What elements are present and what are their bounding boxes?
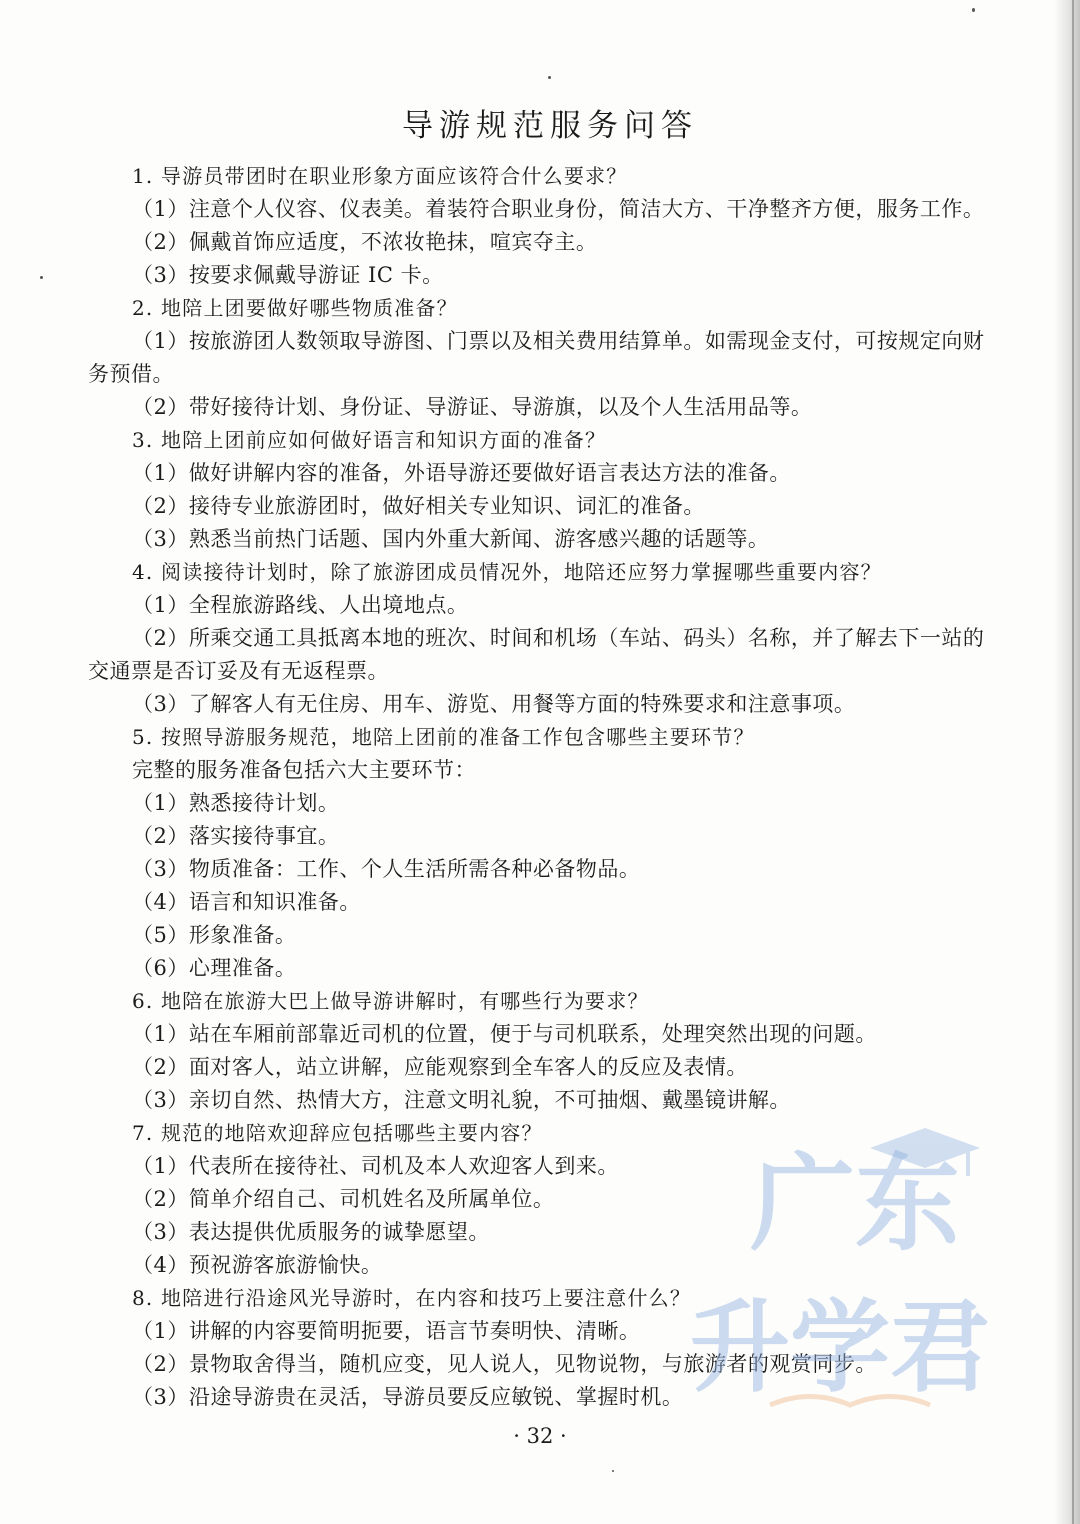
answer-line: （2）带好接待计划、身份证、导游证、导游旗，以及个人生活用品等。 [132, 395, 813, 419]
question-line: 4. 阅读接待计划时，除了旅游团成员情况外，地陪还应努力掌握哪些重要内容？ [132, 560, 882, 584]
answer-line: 完整的服务准备包括六大主要环节： [132, 758, 476, 782]
answer-line: （2）落实接待事宜。 [132, 824, 340, 848]
question-line: 6. 地陪在旅游大巴上做导游讲解时，有哪些行为要求？ [132, 989, 649, 1013]
scan-border-line [1072, 0, 1074, 1524]
answer-line: （2）接待专业旅游团时，做好相关专业知识、词汇的准备。 [132, 494, 705, 518]
answer-line: （3）了解客人有无住房、用车、游览、用餐等方面的特殊要求和注意事项。 [132, 692, 856, 716]
answer-continuation: 交通票是否订妥及有无返程票。 [88, 659, 389, 683]
answer-line: （5）形象准备。 [132, 923, 297, 947]
question-line: 8. 地陪进行沿途风光导游时，在内容和技巧上要注意什么？ [132, 1286, 692, 1310]
answer-line: （2）面对客人，站立讲解，应能观察到全车客人的反应及表情。 [132, 1055, 748, 1079]
answer-line: （1）讲解的内容要简明扼要，语言节奏明快、清晰。 [132, 1319, 641, 1343]
question-line: 7. 规范的地陪欢迎辞应包括哪些主要内容？ [132, 1121, 543, 1145]
qa-content [88, 160, 1028, 1414]
question-line: 2. 地陪上团要做好哪些物质准备？ [132, 296, 458, 320]
answer-line: （1）做好讲解内容的准备，外语导游还要做好语言表达方法的准备。 [132, 461, 791, 485]
answer-line: （3）表达提供优质服务的诚挚愿望。 [132, 1220, 490, 1244]
answer-line: （1）站在车厢前部靠近司机的位置，便于与司机联系，处理突然出现的问题。 [132, 1022, 877, 1046]
answer-line: （2）所乘交通工具抵离本地的班次、时间和机场（车站、码头）名称，并了解去下一站的 [132, 626, 985, 650]
scan-speck [972, 8, 975, 12]
answer-line: （3）物质准备：工作、个人生活所需各种必备物品。 [132, 857, 641, 881]
answer-line: （1）代表所在接待社、司机及本人欢迎客人到来。 [132, 1154, 619, 1178]
scan-speck [612, 1470, 614, 1472]
answer-line: （3）按要求佩戴导游证 IC 卡。 [132, 263, 444, 287]
answer-line: （1）熟悉接待计划。 [132, 791, 340, 815]
answer-line: （4）预祝游客旅游愉快。 [132, 1253, 383, 1277]
scan-shadow-edge [1054, 0, 1080, 1524]
answer-line: （1）注意个人仪容、仪表美。着装符合职业身份，简洁大方、干净整齐方便，服务工作。 [132, 197, 985, 221]
scan-speck [40, 276, 43, 279]
answer-line: （3）熟悉当前热门话题、国内外重大新闻、游客感兴趣的话题等。 [132, 527, 770, 551]
answer-line: （3）亲切自然、热情大方，注意文明礼貌，不可抽烟、戴墨镜讲解。 [132, 1088, 791, 1112]
answer-line: （1）全程旅游路线、人出境地点。 [132, 593, 469, 617]
watermark-line-1: 广东 [750, 1143, 961, 1265]
answer-line: （4）语言和知识准备。 [132, 890, 361, 914]
watermark-line-2: 升学君 [690, 1289, 990, 1406]
page-number: · 32 · [513, 1424, 567, 1448]
answer-line: （3）沿途导游贵在灵活，导游员要反应敏锐、掌握时机。 [132, 1385, 684, 1409]
question-line: 5. 按照导游服务规范，地陪上团前的准备工作包含哪些主要环节？ [132, 725, 755, 749]
answer-continuation: 务预借。 [88, 362, 174, 386]
question-line: 1. 导游员带团时在职业形象方面应该符合什么要求？ [132, 164, 628, 188]
page-title: 导游规范服务问答 [402, 108, 698, 144]
answer-line: （2）景物取舍得当，随机应变，见人说人，见物说物，与旅游者的观赏同步。 [132, 1352, 877, 1376]
answer-line: （2）佩戴首饰应适度，不浓妆艳抹，喧宾夺主。 [132, 230, 598, 254]
question-line: 3. 地陪上团前应如何做好语言和知识方面的准备？ [132, 428, 607, 452]
answer-line: （1）按旅游团人数领取导游图、门票以及相关费用结算单。如需现金支付，可按规定向财 [132, 329, 985, 353]
answer-line: （6）心理准备。 [132, 956, 297, 980]
answer-line: （2）简单介绍自己、司机姓名及所属单位。 [132, 1187, 555, 1211]
scan-speck [548, 76, 551, 79]
